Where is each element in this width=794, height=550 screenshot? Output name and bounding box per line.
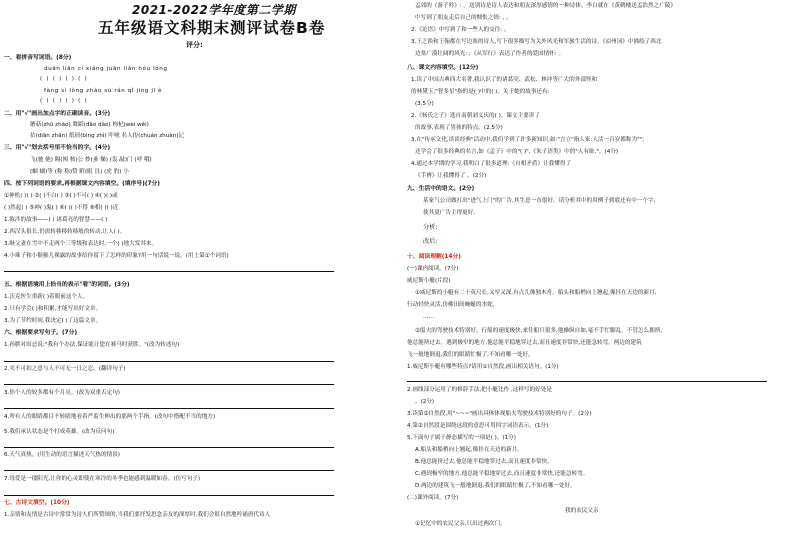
question-line: 2.《杨氏之子》选自南朝刘义庆的( )。课文主要讲了 bbox=[411, 113, 540, 119]
question-line: 2.夹不可扣之意与人不可无一日之忍。(翻译句子) bbox=[4, 366, 126, 372]
subsection-heading: (一)课内阅读。(7分) bbox=[407, 266, 459, 272]
option-d: D.两边的建筑飞一般地倒退,我们的眼睛忙极了,不知看哪一处好。 bbox=[415, 483, 576, 489]
answer-blanks: ( ) ( ) ( ) ( ) bbox=[40, 76, 88, 82]
answer-line bbox=[4, 380, 334, 388]
answer-line bbox=[407, 377, 767, 385]
section-heading: 九、生活中的语文。(2分) bbox=[407, 186, 475, 192]
question-line: 飞(驰 弛) 隔(阂 核)公 炒(蚤 燥) (轰 敲)门 (呼 哦) bbox=[30, 157, 152, 163]
question-line: 3.读第②自然段,用"~~~"画出具体体现船夫驾驶技术特别好的句子。(2分) bbox=[407, 411, 592, 417]
question-line: 4.小珠子和小猴猴儿裸露的故事给你留下了怎样的印象?用一句话说一说。(用上第①个词语) bbox=[4, 253, 229, 259]
subsection-heading: (二)课外阅读。(7分) bbox=[407, 495, 459, 501]
question-line: 的林黛玉,"智多星"指的是( )中的( )。关于她的故事还有: bbox=[411, 89, 550, 95]
answer-line bbox=[4, 466, 334, 474]
question-line: 2.西汉头很长,仍需转移移转移般的转动,让人( )。 bbox=[4, 229, 126, 235]
school-year: 2021-2022学年度第二学期 bbox=[132, 3, 296, 17]
question-line: 3.王之涣和王翰都在写边塞的诗人,写下很多描写为关外风光和军旅生活的诗。《凉州词》中描绘了西北 bbox=[411, 39, 662, 45]
question-line: 1.陈涉的故事——( ) 诸葛亮的智慧——( ) bbox=[4, 217, 108, 223]
question-line: 4.所有人的眼睛都目不转睛地看着严监生伸出的那两个手指。(改句中搭配不当的地方) bbox=[4, 414, 216, 420]
question-line: 1.沃克医生重新( )着眼前这个人。 bbox=[4, 294, 89, 300]
question-line: 6.天气真热。(用生动的语言描述天气热的情景) bbox=[4, 452, 120, 458]
question-line: 《手辨》让我懂得了 。(2分) bbox=[415, 173, 487, 179]
question-line: 4.第②自然段是围绕这段的意思可用四字词语表示。(1分) bbox=[407, 423, 549, 429]
question-line: 拈(diān zhān) 纸屑(bìng zhì) 吓唬 名人传(chuán zhuàn)记 bbox=[30, 133, 185, 139]
question-line: 5.下面句子属于静态描写的一项是( )。(1分) bbox=[407, 435, 516, 441]
question-line: 2.画线部分运用了的修辞手法,把小艇比作 ,这样写的好处是 bbox=[407, 387, 552, 393]
section-heading: 五、根据语境用上恰当的表示"看"的词语。(3分) bbox=[4, 282, 130, 288]
answer-blanks: ( ) ( ) ( ) ( ) bbox=[40, 98, 88, 104]
section-heading: 一、看拼音写词语。(8分) bbox=[4, 55, 72, 61]
question-line: 5.我们承认状态是个打成英雄。(改为反问句) bbox=[4, 429, 115, 435]
question-line: 蘑菇(zhū zhāo) 舞蹈(dǎo dào) 枸杞(wèi wěi) bbox=[30, 122, 149, 128]
section-heading: 二、用"√"画出加点字的正确读音。(3分) bbox=[4, 111, 111, 117]
question-line: (蝈 蝈)等 (称 称)赞 附(眼 艮) (虎 豹) 小 bbox=[30, 169, 129, 175]
question-line: 1.读了中国古典四大名著,我认识了的诸葛亮、武松、林冲等广大的外部怪和 bbox=[411, 77, 598, 83]
option-b: B.他总能挤过去,他总能平稳地穿过去,而且速度非常快。 bbox=[415, 459, 553, 465]
section-heading: 七、古诗文填空。(10分) bbox=[4, 500, 70, 506]
revision-label: 改后: bbox=[423, 238, 438, 245]
section-heading: 十、阅读理解(14分) bbox=[407, 254, 461, 260]
pinyin-row: fàng sì lǒng zhào sù rán qǐ jìng jī è bbox=[44, 88, 163, 94]
analysis-label: 分析: bbox=[423, 224, 438, 231]
question-line: 的故事,表现了男孩的特点。(2.5分) bbox=[415, 125, 503, 131]
question-line: 。(2分) bbox=[415, 399, 435, 405]
question-line: 3.为了节约时间,我决定( )了这篇文章。 bbox=[4, 318, 102, 324]
answer-line bbox=[4, 404, 334, 412]
question-line: 中写到了朋友走后自己的惆怅之情: , 。 bbox=[415, 15, 512, 21]
question-line: 某家气公司做打出"进气上门"的广告,其生意一直很好。请分析其中的用例子到底还有中一个字, bbox=[423, 198, 656, 204]
question-line: 3.在"传承文化,谈谈经典"活动中,我们学到了许多新知识,如:"言立"指人家:人活一百岁都称为""; bbox=[411, 137, 645, 143]
question-line: 边塞广漠壮阔的风光: ;《从军行》表达了作者的爱国情怀: 。 bbox=[415, 51, 565, 57]
section-heading: 四、按下列词语的要求,再根据课文内容填空。(填序号)(7分) bbox=[4, 181, 160, 187]
question-line: 3.你个人的较多都有个月亮。(改为双重否定句) bbox=[4, 390, 120, 396]
answer-line bbox=[4, 267, 334, 275]
question-line: 1.威尼斯小艇有哪些特点?请用①自然段,画出相关语句。(1分) bbox=[407, 364, 559, 370]
question-line: 2.《论语》中写到了和一些人的交往: 。 bbox=[411, 27, 510, 33]
pinyin-row: duān liǎn cí xiáng juān liǎn hóu lóng bbox=[44, 66, 168, 72]
passage-line: ②船夫的驾驶技术特别好。行船的速度极快,来往船只很多,他操纵自如,毫不手忙脚乱。不管怎么拥挤, bbox=[415, 328, 663, 334]
question-line: ①神机( )( ) ②( )不白( ) ③( )不可( ) ④( )( )或 bbox=[4, 193, 118, 199]
section-heading: 六、根据要求写句子。(7分) bbox=[4, 330, 78, 336]
question-line: 孟郊的《游子吟》: 。送别诗是诗人表达和朋友深厚感情的一种诗体。李白就在《黄鹤楼送孟浩然之广陵》 bbox=[415, 3, 676, 9]
section-heading: 八、课文内容填空。(12分) bbox=[407, 65, 479, 71]
score-label: 评分: bbox=[186, 41, 203, 49]
question-line: 4.通过本学期的学习,我明白了很多道理:《自相矛盾》让我懂得了 bbox=[411, 161, 572, 167]
option-a: A.船头和船梢向上翘起,像挂在天边的新月。 bbox=[415, 447, 523, 453]
passage-line: 行动轻快灵活,仿佛田间蜿蜒的水蛇。 bbox=[407, 302, 499, 308]
passage-line: 飞一般地倒退,我们的眼睛忙极了,不知看哪一处好。 bbox=[407, 352, 534, 358]
question-line: 还学会了很多经典的名言,如《孟子》中的"( )",《朱子语类》中的"人有耻,"。(4分) bbox=[415, 149, 619, 155]
question-line: 2.只有学会( )和积累,才能写出好文章。 bbox=[4, 306, 102, 312]
passage-title: 威尼斯小艇(片段) bbox=[407, 278, 451, 284]
passage-ellipsis: …… bbox=[423, 314, 435, 320]
question-line: 使其更广告主得更好。 bbox=[423, 210, 479, 216]
answer-line bbox=[4, 443, 334, 451]
passage-line: 他总能挤过去。遇到极窄的地方,他总能平稳地穿过去,而且速度非常快,还能急转弯。两边的建筑 bbox=[407, 340, 642, 346]
answer-line bbox=[4, 491, 334, 499]
page-title: 五年级语文科期末测评试卷B卷 bbox=[98, 19, 326, 37]
passage-title: 我的农民父亲 bbox=[565, 508, 599, 514]
section-heading: 三、用"√"划去括号里不恰当的字。(4分) bbox=[4, 145, 111, 151]
answer-line bbox=[4, 357, 334, 365]
question-line: (3.5分) bbox=[415, 101, 434, 107]
passage-line: ①威尼斯的小艇有二十英尺长,又窄又深,有点儿像独木舟。船头和船梢向上翘起,像挂在天边的新月, bbox=[415, 290, 657, 296]
question-line: ( )然起( ) ⑤神( )鬼( ) ⑥( )( )不得 ⑧相( )( )近 bbox=[4, 205, 119, 211]
passage-line: ①记忆中的农民父亲,只出过两次门。 bbox=[415, 521, 506, 527]
question-line: 3.继父妻在雪中不走两个三等级和表达时,一个( )地大发其来。 bbox=[4, 241, 158, 247]
question-line: 7.母爱是一缕阳光,让你的心灵即使在寒冷的冬季也能感到温暖如春。(仿写句子) bbox=[4, 476, 201, 482]
question-line: 1.孙膑对田忌说:"我有个办法,保证能让您在赛马时获胜。"(改为转述句) bbox=[4, 342, 180, 348]
question-line: 1.亲情和友情是古诗中常常为诗人们所赞颂的,当我们要抒发思念亲友的深厚时,我们会很自然地吟诵唐代诗人 bbox=[4, 512, 271, 518]
option-c: C.遇到极窄的地方,他总能平稳地穿过去,而且速度非常快,还能急转弯。 bbox=[415, 471, 589, 477]
